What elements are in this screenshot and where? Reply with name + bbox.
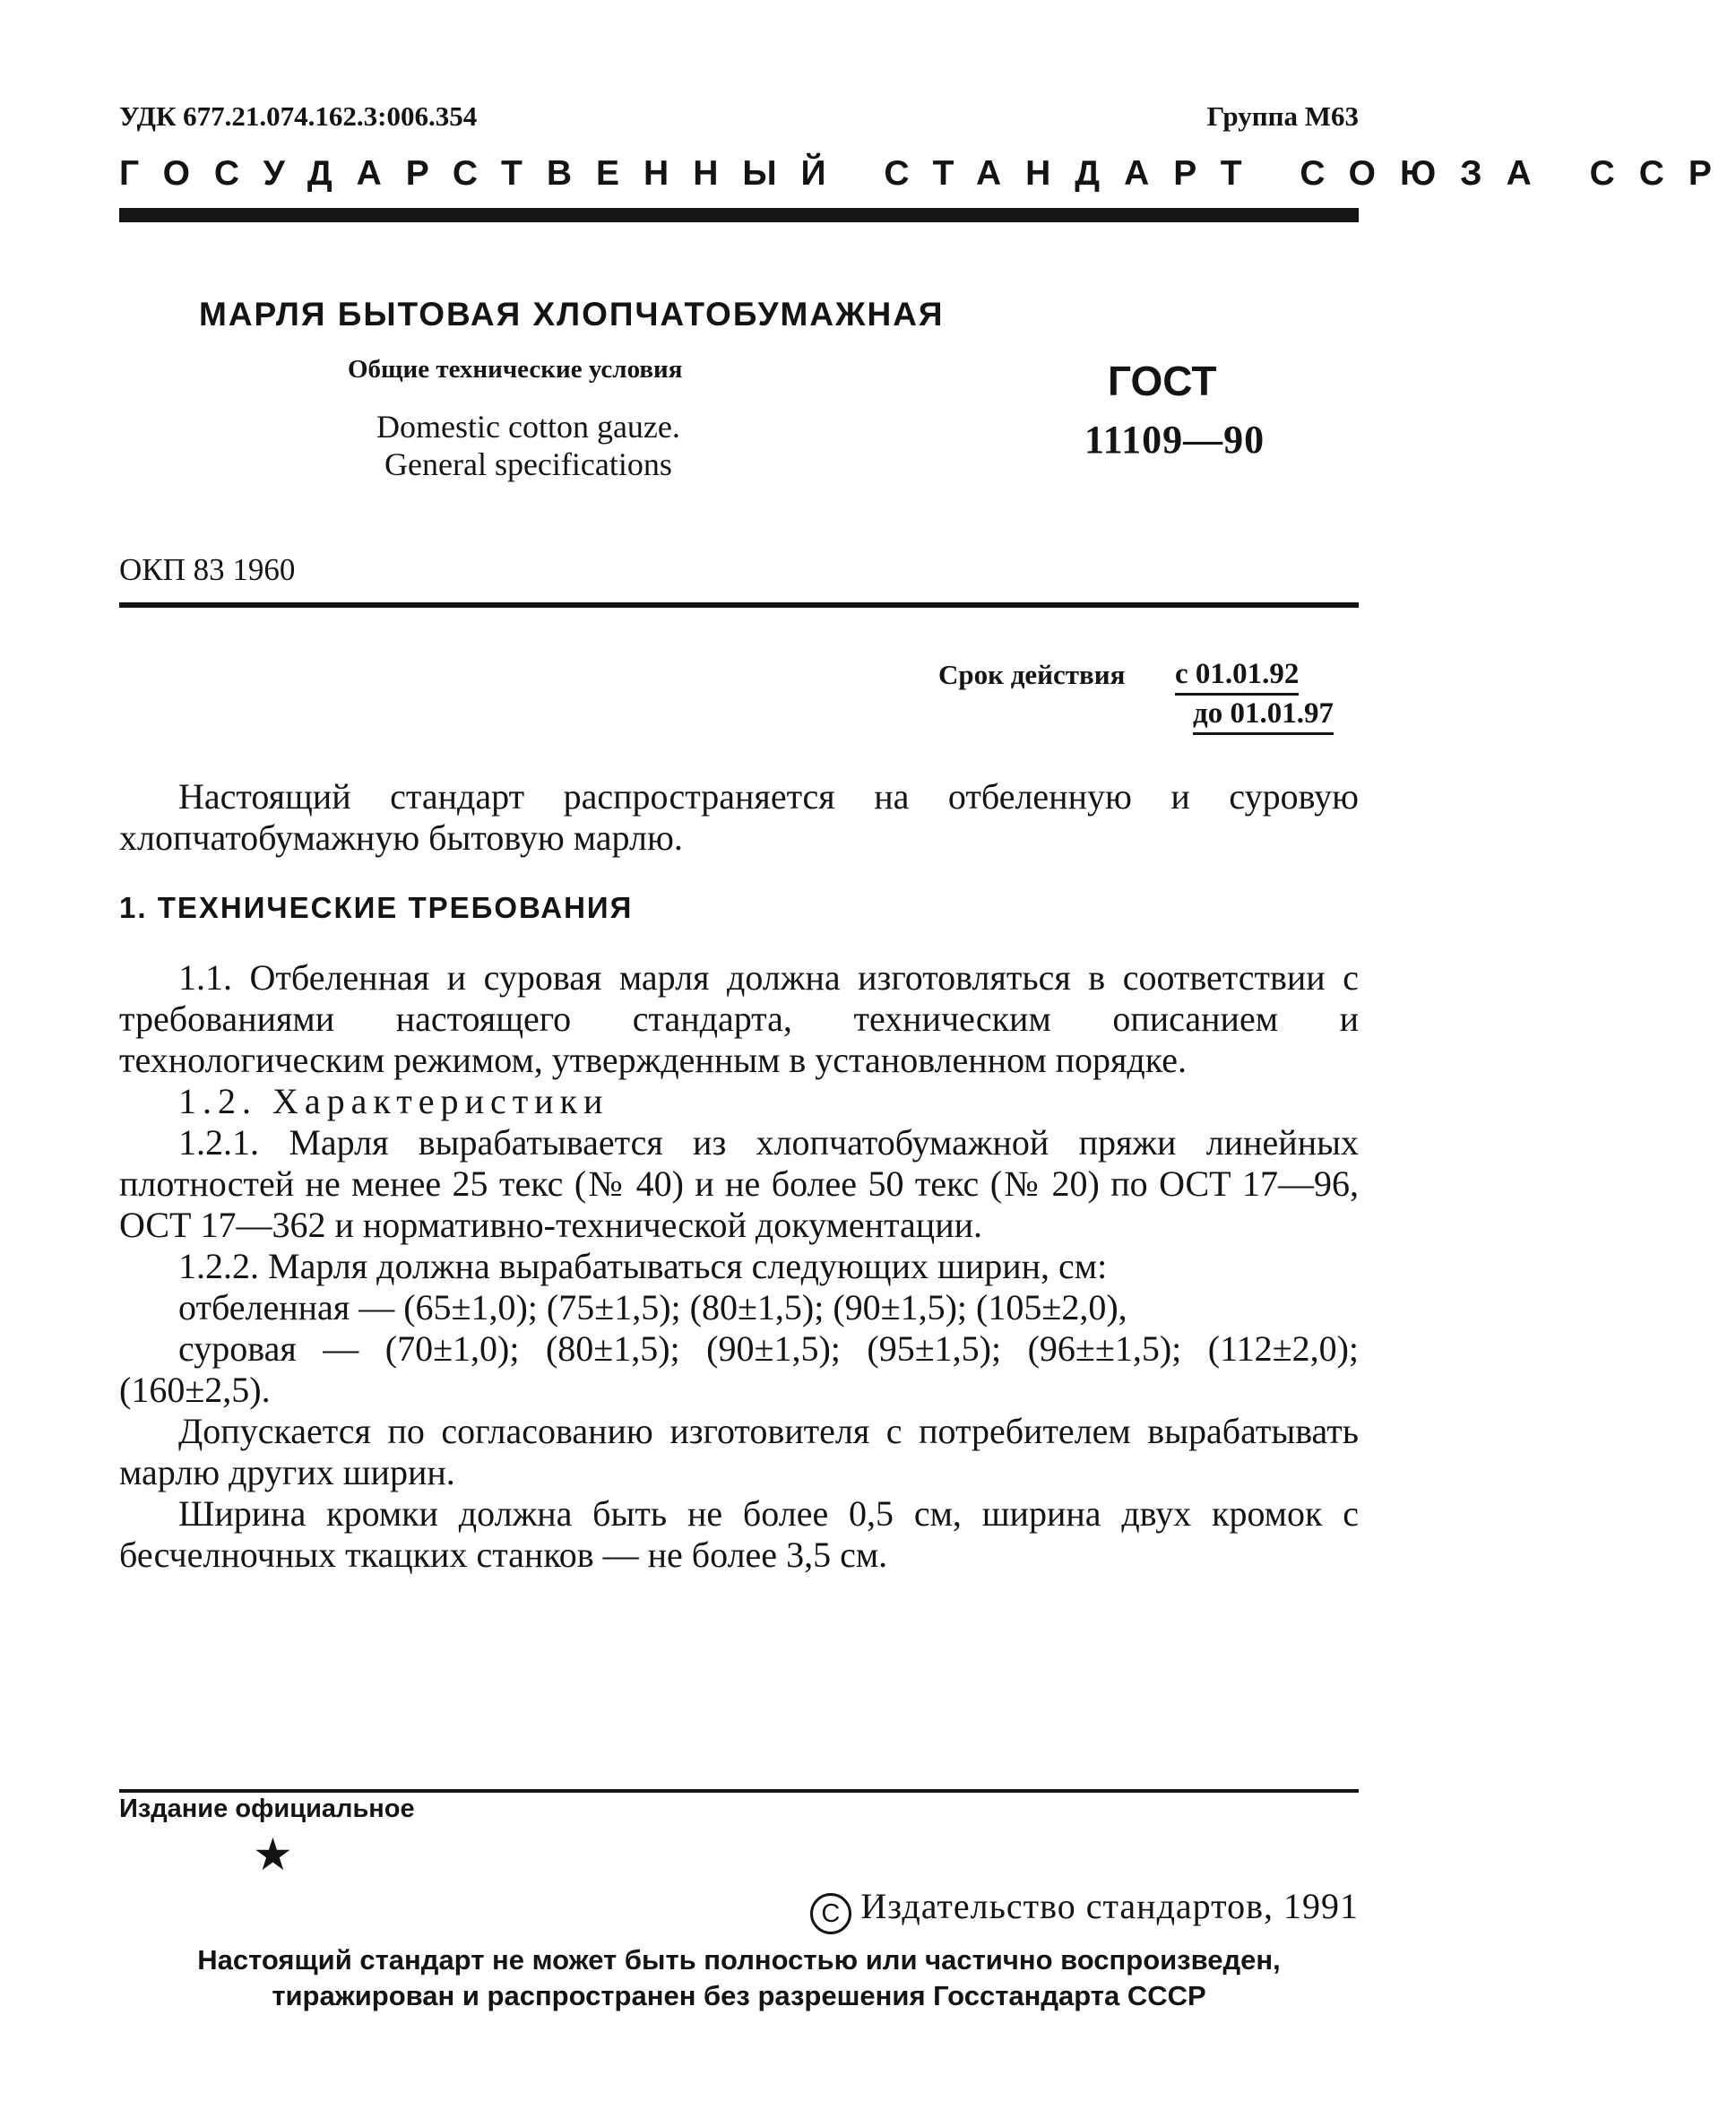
group-code: Группа М63	[1206, 100, 1359, 132]
document-body	[119, 776, 1359, 1576]
footer-rule	[119, 1789, 1359, 1793]
okp-code: ОКП 83 1960	[119, 552, 296, 587]
header-rule	[119, 208, 1359, 222]
publisher-text: Издательство стандартов, 1991	[860, 1886, 1359, 1926]
document-subtitle-en: Domestic cotton gauze. General specifications	[376, 409, 680, 482]
paragraph-1-2: 1.2. Характеристики	[178, 1081, 609, 1121]
notice-line: тиражирован и распространен без разрешения Госстандарта СССР	[272, 1980, 1206, 2011]
spacer	[119, 929, 1359, 957]
widths-raw: суровая — (70±1,0); (80±1,5); (90±1,5); (95±1,5); (96±±1,5); (112±2,0); (160±2,5).	[119, 1328, 1359, 1410]
official-edition-label: Издание официальное	[119, 1794, 415, 1823]
paragraph-other-widths: Допускается по согласованию изготовителя с потребителем вырабатывать марлю других ширин.	[119, 1411, 1359, 1492]
widths-bleached: отбеленная — (65±1,0); (75±1,5); (80±1,5); (90±1,5); (105±2,0),	[178, 1287, 1127, 1327]
intro-paragraph: Настоящий стандарт распространяется на отбеленную и суровую хлопчатобумажную бытовую марлю.	[119, 776, 1359, 858]
validity-to: до 01.01.97	[1193, 697, 1334, 735]
star-icon: ★	[253, 1829, 293, 1880]
reproduction-notice	[119, 1942, 1359, 2014]
paragraph-edge-width: Ширина кромки должна быть не более 0,5 см, ширина двух кромок с бесчелночных ткацких станков — не более 3,5 см.	[119, 1493, 1359, 1575]
spacer	[119, 859, 1359, 887]
document-title: МАРЛЯ БЫТОВАЯ ХЛОПЧАТОБУМАЖНАЯ	[199, 296, 945, 333]
document-subtitle: Общие технические условия	[348, 355, 683, 384]
copyright-icon: C	[810, 1893, 851, 1934]
section-heading: 1. ТЕХНИЧЕСКИЕ ТРЕБОВАНИЯ	[119, 891, 634, 924]
publisher-line	[810, 1885, 1359, 1934]
state-standard-heading: ГОСУДАРСТВЕННЫЙ СТАНДАРТ СОЮЗА ССР	[119, 154, 1736, 193]
paragraph-1-1: 1.1. Отбеленная и суровая марля должна изготовляться в соответствии с требованиями настоящего стандарта, техническим описанием и технологическим режимом, утвержденным в установленном порядке.	[119, 957, 1359, 1080]
paragraph-1-2-2: 1.2.2. Марля должна вырабатываться следующих ширин, см:	[178, 1246, 1108, 1286]
gost-label: ГОСТ	[1108, 358, 1217, 404]
validity-label: Срок действия	[938, 659, 1126, 690]
paragraph-1-2-1: 1.2.1. Марля вырабатывается из хлопчатобумажной пряжи линейных плотностей не менее 25 текс (№ 40) и не более 50 текс (№ 20) по ОСТ 17—96, ОСТ 17—362 и нормативно-технической документации.	[119, 1122, 1359, 1245]
udk-code: УДК 677.21.074.162.3:006.354	[119, 100, 478, 132]
gost-number: 11109—90	[1084, 418, 1265, 462]
notice-line: Настоящий стандарт не может быть полностью или частично воспроизведен,	[197, 1944, 1281, 1976]
title-rule	[119, 602, 1359, 608]
validity-from: с 01.01.92	[1175, 658, 1299, 696]
